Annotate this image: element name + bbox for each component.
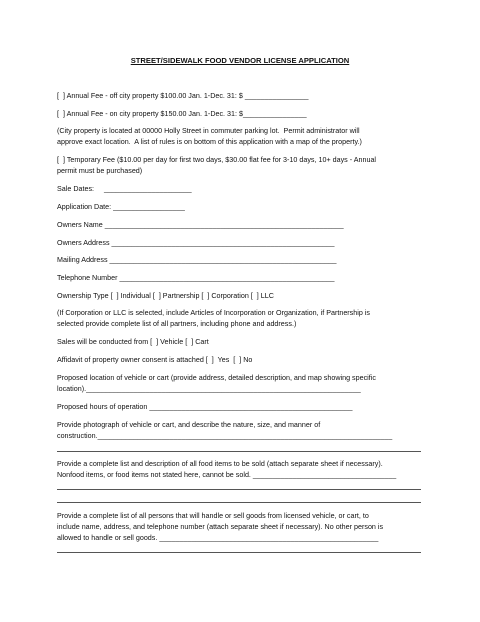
answer-line bbox=[57, 502, 421, 503]
owners-name-field: Owners Name ____________________________________________________________ bbox=[57, 221, 344, 229]
affidavit-consent-options: Affidavit of property owner consent is attached [ ] Yes [ ] No bbox=[57, 356, 253, 364]
application-date-field: Application Date: __________________ bbox=[57, 203, 185, 211]
annual-fee-off-city: [ ] Annual Fee - off city property $100.00 Jan. 1-Dec. 31: $ ________________ bbox=[57, 92, 309, 100]
sale-dates-field: Sale Dates: ______________________ bbox=[57, 185, 192, 193]
ownership-type-options: Ownership Type [ ] Individual [ ] Partnership [ ] Corporation [ ] LLC bbox=[57, 292, 274, 300]
ownership-note-line-1: (If Corporation or LLC is selected, include Articles of Incorporation or Organization, if Partnership is bbox=[57, 309, 370, 317]
annual-fee-on-city: [ ] Annual Fee - on city property $150.00 Jan. 1-Dec. 31: $________________ bbox=[57, 110, 307, 118]
answer-line bbox=[57, 489, 421, 490]
document-title: STREET/SIDEWALK FOOD VENDOR LICENSE APPLICATION bbox=[130, 56, 350, 65]
city-property-note-line-1: (City property is located at 00000 Holly Street in commuter parking lot. Permit administrator will bbox=[57, 127, 360, 135]
proposed-location-line-1: Proposed location of vehicle or cart (provide address, detailed description, and map showing specific bbox=[57, 374, 376, 382]
vehicle-photo-line-2: construction.__________________________________________________________________________ bbox=[57, 432, 393, 440]
telephone-number-field: Telephone Number ______________________________________________________ bbox=[57, 274, 335, 282]
temporary-fee-line-1: [ ] Temporary Fee ($10.00 per day for first two days, $30.00 flat fee for 3-10 days, 10+ days - Annual bbox=[57, 156, 377, 164]
ownership-note-line-2: selected provide complete list of all partners, including phone and address.) bbox=[57, 320, 297, 328]
city-property-note-line-2: approve exact location. A list of rules is on bottom of this application with a map of the property.) bbox=[57, 138, 362, 146]
persons-list-line-3: allowed to handle or sell goods. _______________________________________________________ bbox=[57, 534, 379, 542]
vehicle-photo-line-1: Provide photograph of vehicle or cart, and describe the nature, size, and manner of bbox=[57, 421, 321, 429]
answer-line bbox=[57, 552, 421, 553]
sales-conducted-from-options: Sales will be conducted from [ ] Vehicle [ ] Cart bbox=[57, 338, 209, 346]
owners-address-field: Owners Address ________________________________________________________ bbox=[57, 239, 335, 247]
answer-line bbox=[57, 451, 421, 452]
persons-list-line-1: Provide a complete list of all persons that will handle or sell goods from licensed vehicle, or cart, to bbox=[57, 512, 369, 520]
persons-list-line-2: include name, address, and telephone number (attach separate sheet if necessary). No other person is bbox=[57, 523, 384, 531]
mailing-address-field: Mailing Address _________________________________________________________ bbox=[57, 256, 337, 264]
food-items-line-1: Provide a complete list and description of all food items to be sold (attach separate sheet if necessary). bbox=[57, 460, 383, 468]
food-items-line-2: Nonfood items, or food items not stated here, cannot be sold. ____________________________________ bbox=[57, 471, 397, 479]
proposed-location-line-2: location)._____________________________________________________________________ bbox=[57, 385, 361, 393]
temporary-fee-line-2: permit must be purchased) bbox=[57, 167, 143, 175]
proposed-hours-field: Proposed hours of operation ___________________________________________________ bbox=[57, 403, 353, 411]
